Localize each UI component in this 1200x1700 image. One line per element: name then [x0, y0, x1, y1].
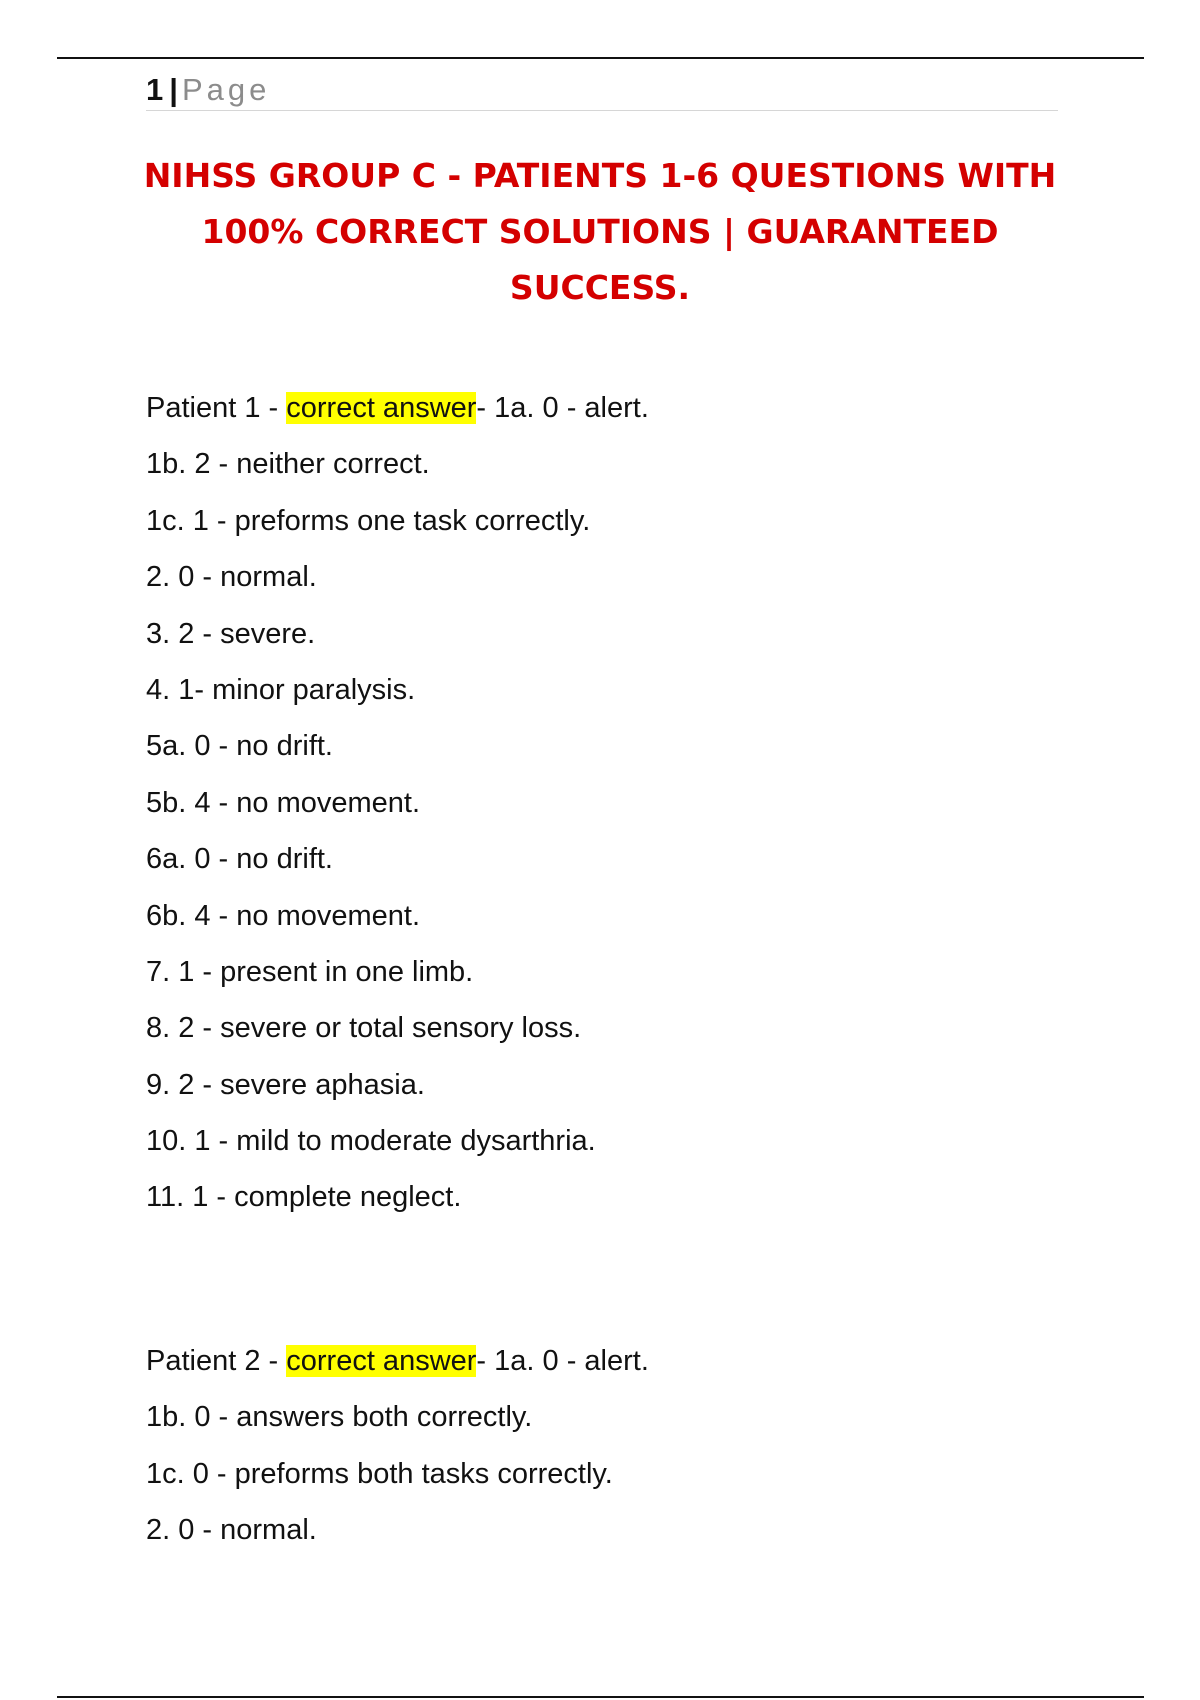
- answer-line: 5a. 0 - no drift.: [146, 730, 333, 763]
- answer-line: 2. 0 - normal.: [146, 1514, 317, 1547]
- answer-line: 2. 0 - normal.: [146, 561, 317, 594]
- answer-line: 1b. 2 - neither correct.: [146, 448, 430, 481]
- top-rule: [57, 57, 1144, 59]
- answer-line: 1c. 1 - preforms one task correctly.: [146, 504, 591, 537]
- highlighted-text: correct answer: [286, 392, 477, 424]
- answer-line: 1c. 0 - preforms both tasks correctly.: [146, 1457, 613, 1490]
- patient-1-section: [146, 380, 1106, 1226]
- page-number: 1: [146, 72, 164, 107]
- answer-line: 3. 2 - severe.: [146, 617, 316, 650]
- patient-label: Patient 1 -: [146, 392, 287, 424]
- page-header: [146, 70, 1058, 111]
- answer-text: - 1a. 0 - alert.: [476, 1345, 649, 1377]
- answer-line: 9. 2 - severe aphasia.: [146, 1068, 425, 1101]
- highlighted-text: correct answer: [286, 1345, 477, 1377]
- answer-line: 5b. 4 - no movement.: [146, 786, 421, 819]
- page-label: Page: [181, 72, 271, 107]
- page-separator: |: [169, 72, 178, 107]
- patient-intro: [146, 380, 1106, 436]
- answer-line: 8. 2 - severe or total sensory loss.: [146, 1012, 582, 1045]
- patient-2-section: [146, 1333, 1106, 1559]
- answer-line: 6b. 4 - no movement.: [146, 899, 421, 932]
- answer-line: 4. 1- minor paralysis.: [146, 673, 416, 706]
- bottom-rule: [57, 1696, 1144, 1698]
- patient-label: Patient 2 -: [146, 1345, 287, 1377]
- document-title: NIHSS GROUP C - PATIENTS 1-6 QUESTIONS WITH 100% CORRECT SOLUTIONS | GUARANTEED SUCCESS.: [143, 156, 1057, 307]
- answer-line: 7. 1 - present in one limb.: [146, 955, 474, 988]
- answer-text: - 1a. 0 - alert.: [476, 392, 649, 424]
- answer-line: 10. 1 - mild to moderate dysarthria.: [146, 1125, 596, 1158]
- answer-line: 11. 1 - complete neglect.: [146, 1181, 462, 1214]
- answer-line: 1b. 0 - answers both correctly.: [146, 1401, 533, 1434]
- patient-intro: [146, 1333, 1106, 1389]
- answer-line: 6a. 0 - no drift.: [146, 843, 333, 876]
